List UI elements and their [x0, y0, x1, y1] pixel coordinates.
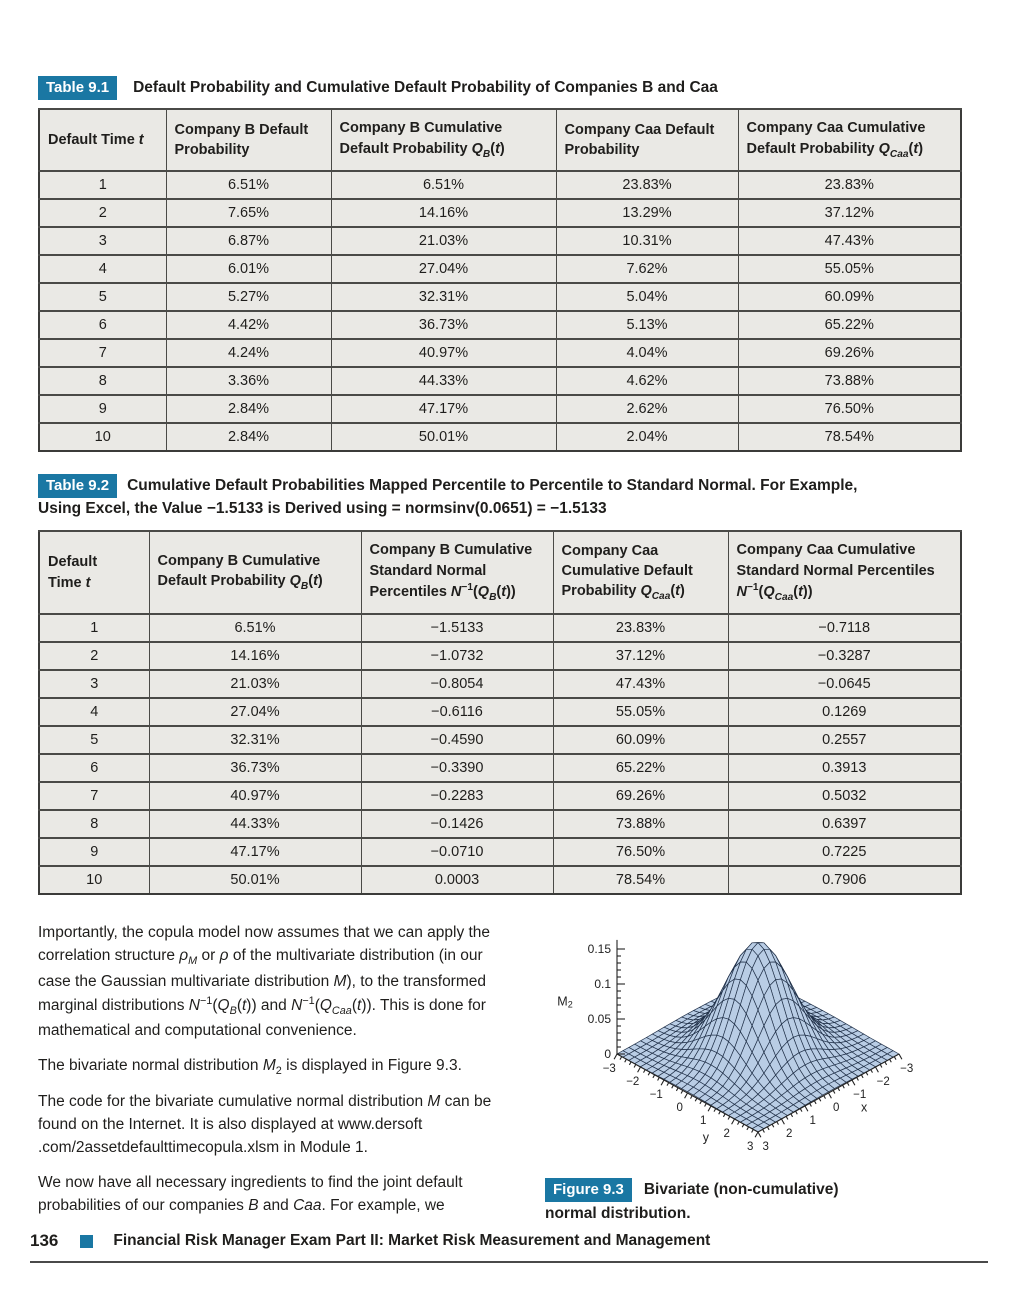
table-cell: 32.31%	[331, 283, 556, 311]
table-cell: 0.7225	[728, 838, 961, 866]
table-cell: 2.04%	[556, 423, 738, 451]
table-cell: 76.50%	[738, 395, 961, 423]
table-cell: 9	[39, 838, 149, 866]
table-cell: 3	[39, 670, 149, 698]
svg-text:−1: −1	[649, 1089, 663, 1101]
table-cell: 0.6397	[728, 810, 961, 838]
table-cell: 6	[39, 311, 166, 339]
column-header: Default Time t	[39, 109, 166, 171]
table-cell: 4.62%	[556, 367, 738, 395]
table-cell: 9	[39, 395, 166, 423]
table-cell: 8	[39, 367, 166, 395]
svg-text:2: 2	[786, 1128, 793, 1140]
svg-text:0.1: 0.1	[594, 977, 611, 991]
svg-text:−2: −2	[626, 1076, 640, 1088]
svg-text:1: 1	[700, 1115, 707, 1127]
table-cell: 65.22%	[738, 311, 961, 339]
table-row	[39, 726, 961, 754]
table-cell: 40.97%	[149, 782, 361, 810]
header-row	[39, 531, 961, 614]
table-cell: 5.04%	[556, 283, 738, 311]
table-cell: −0.6116	[361, 698, 553, 726]
table-row	[39, 642, 961, 670]
footer-title: Financial Risk Manager Exam Part II: Market Risk Measurement and Management	[113, 1232, 711, 1249]
column-header: Company Caa Default Probability	[556, 109, 738, 171]
table-cell: −0.3390	[361, 754, 553, 782]
table-row	[39, 423, 961, 451]
table-cell: 69.26%	[553, 782, 728, 810]
table-cell: 0.2557	[728, 726, 961, 754]
svg-text:0.15: 0.15	[587, 942, 611, 956]
table-cell: 21.03%	[149, 670, 361, 698]
table-cell: −1.5133	[361, 614, 553, 642]
table-row	[39, 227, 961, 255]
table-row	[39, 199, 961, 227]
table-row	[39, 782, 961, 810]
table-cell: 2	[39, 199, 166, 227]
table-row	[39, 754, 961, 782]
paragraph: The code for the bivariate cumulative normal distribution M can be found on the Internet. It is also displayed at www.dersoft .com/2assetdefaulttimecopula.xlsm in Module 1.	[38, 1092, 492, 1157]
svg-text:2: 2	[723, 1128, 730, 1140]
table-9-2-title-row	[38, 474, 960, 520]
table-row	[39, 838, 961, 866]
page-footer	[30, 1231, 988, 1263]
table-cell: 6.87%	[166, 227, 331, 255]
column-header: Company B Cumulative Default Probability $Q_B(t)$	[331, 109, 556, 171]
svg-text:−1: −1	[853, 1089, 867, 1101]
table-cell: 7	[39, 782, 149, 810]
table-cell: 3.36%	[166, 367, 331, 395]
table-cell: 8	[39, 810, 149, 838]
table-cell: 10	[39, 423, 166, 451]
footer-rule	[30, 1261, 988, 1263]
table-cell: 44.33%	[331, 367, 556, 395]
table-cell: 47.17%	[331, 395, 556, 423]
svg-text:3: 3	[762, 1141, 769, 1153]
table-row	[39, 367, 961, 395]
table-cell: −0.1426	[361, 810, 553, 838]
table-cell: 4	[39, 698, 149, 726]
table-cell: 78.54%	[738, 423, 961, 451]
body-text	[38, 921, 514, 1228]
table-cell: 0.1269	[728, 698, 961, 726]
table-cell: 0.5032	[728, 782, 961, 810]
table-cell: 5	[39, 283, 166, 311]
table-cell: −0.4590	[361, 726, 553, 754]
table-cell: 32.31%	[149, 726, 361, 754]
table-row	[39, 866, 961, 894]
paragraph: The bivariate normal distribution $M_2$ is displayed in Figure 9.3.	[38, 1056, 462, 1077]
table-row	[39, 283, 961, 311]
table-cell: 6.01%	[166, 255, 331, 283]
table-cell: 5.27%	[166, 283, 331, 311]
table-9-2-badge: Table 9.2	[38, 474, 117, 498]
table-cell: 6	[39, 754, 149, 782]
column-header: Company B Cumulative Default Probability $Q_B(t)$	[149, 531, 361, 614]
figure-9-3	[545, 921, 985, 1228]
column-header: Company B Default Probability	[166, 109, 331, 171]
table-cell: 10.31%	[556, 227, 738, 255]
table-cell: 78.54%	[553, 866, 728, 894]
table-cell: 6.51%	[166, 171, 331, 199]
table-cell: −0.0710	[361, 838, 553, 866]
table-cell: 36.73%	[331, 311, 556, 339]
svg-text:0: 0	[676, 1102, 683, 1114]
table-9-1-badge: Table 9.1	[38, 76, 117, 100]
table-9-2-title: Cumulative Default Probabilities Mapped Percentile to Percentile to Standard Normal. For Example, Using Excel, the Value −1.5133 is Derived using = normsinv(0.0651) = −1.5133	[38, 477, 858, 517]
table-cell: 4.42%	[166, 311, 331, 339]
header-row	[39, 109, 961, 171]
column-header: Default Time t	[39, 531, 149, 614]
table-cell: 44.33%	[149, 810, 361, 838]
table-cell: 60.09%	[738, 283, 961, 311]
table-cell: 47.43%	[553, 670, 728, 698]
table-cell: 37.12%	[738, 199, 961, 227]
table-cell: 4	[39, 255, 166, 283]
svg-text:−3: −3	[900, 1063, 914, 1075]
column-header: Company Caa Cumulative Standard Normal Percentiles $N^{-1}(Q_{Caa}(t))$	[728, 531, 961, 614]
paragraph: We now have all necessary ingredients to find the joint default probabilities of our companies B and Caa. For example, we	[38, 1173, 463, 1214]
svg-text:0: 0	[833, 1102, 840, 1114]
figure-9-3-caption	[545, 1178, 985, 1225]
svg-text:−3: −3	[602, 1063, 616, 1075]
table-cell: 55.05%	[738, 255, 961, 283]
footer-square-icon	[80, 1235, 93, 1248]
table-cell: 73.88%	[553, 810, 728, 838]
table-cell: 65.22%	[553, 754, 728, 782]
table-cell: 36.73%	[149, 754, 361, 782]
table-row	[39, 339, 961, 367]
svg-text:M2: M2	[557, 994, 573, 1010]
paragraph: Importantly, the copula model now assumes that we can apply the correlation structure $\rho_M$ or ρ of the multivariate distribution (in our case the Gaussian multivariate distribution M), to the transformed marginal distributions $N^{-1}(Q_B(t))$ and $N^{-1}(Q_{Caa}(t))$. This is done for mathematical and computational convenience.	[38, 924, 491, 1040]
table-cell: −1.0732	[361, 642, 553, 670]
table-cell: 37.12%	[553, 642, 728, 670]
table-cell: 10	[39, 866, 149, 894]
table-cell: 40.97%	[331, 339, 556, 367]
table-cell: 55.05%	[553, 698, 728, 726]
table-cell: 27.04%	[149, 698, 361, 726]
svg-text:3: 3	[747, 1141, 754, 1153]
table-cell: 23.83%	[738, 171, 961, 199]
figure-9-3-caption-text: Bivariate (non-cumulative) normal distribution.	[545, 1181, 839, 1222]
table-cell: 0.0003	[361, 866, 553, 894]
svg-text:y: y	[702, 1130, 710, 1145]
table-cell: 5	[39, 726, 149, 754]
table-cell: 76.50%	[553, 838, 728, 866]
figure-9-3-badge: Figure 9.3	[545, 1178, 632, 1202]
table-cell: 4.04%	[556, 339, 738, 367]
table-cell: 2.62%	[556, 395, 738, 423]
svg-text:x: x	[861, 1100, 868, 1115]
table-row	[39, 255, 961, 283]
page-number: 136	[30, 1231, 59, 1250]
table-cell: 7.62%	[556, 255, 738, 283]
table-cell: 1	[39, 614, 149, 642]
table-cell: −0.2283	[361, 782, 553, 810]
table-cell: 6.51%	[331, 171, 556, 199]
svg-text:0: 0	[604, 1047, 611, 1061]
table-cell: −0.0645	[728, 670, 961, 698]
surface-mesh	[617, 943, 899, 1132]
table-row	[39, 171, 961, 199]
table-cell: 6.51%	[149, 614, 361, 642]
table-cell: 0.3913	[728, 754, 961, 782]
figure-9-3-plot	[545, 921, 985, 1169]
table-row	[39, 311, 961, 339]
table-cell: −0.8054	[361, 670, 553, 698]
table-9-1-title-row	[38, 76, 960, 100]
table-9-1	[38, 108, 962, 452]
table-cell: 23.83%	[556, 171, 738, 199]
svg-text:1: 1	[809, 1115, 816, 1127]
svg-text:0.05: 0.05	[587, 1012, 611, 1026]
table-cell: 50.01%	[149, 866, 361, 894]
table-row	[39, 670, 961, 698]
column-header: Company Caa Cumulative Default Probability $Q_{Caa}(t)$	[553, 531, 728, 614]
table-cell: 7.65%	[166, 199, 331, 227]
table-row	[39, 698, 961, 726]
table-row	[39, 614, 961, 642]
column-header: Company B Cumulative Standard Normal Percentiles $N^{-1}(Q_B(t))$	[361, 531, 553, 614]
table-cell: 73.88%	[738, 367, 961, 395]
column-header: Company Caa Cumulative Default Probability $Q_{Caa}(t)$	[738, 109, 961, 171]
table-cell: 2.84%	[166, 395, 331, 423]
table-cell: 1	[39, 171, 166, 199]
table-row	[39, 810, 961, 838]
table-cell: 5.13%	[556, 311, 738, 339]
table-cell: 21.03%	[331, 227, 556, 255]
table-cell: 13.29%	[556, 199, 738, 227]
table-cell: 3	[39, 227, 166, 255]
table-9-2	[38, 530, 962, 895]
table-cell: 69.26%	[738, 339, 961, 367]
table-cell: 14.16%	[149, 642, 361, 670]
table-row	[39, 395, 961, 423]
table-cell: 47.17%	[149, 838, 361, 866]
table-9-1-title: Default Probability and Cumulative Default Probability of Companies B and Caa	[133, 79, 718, 96]
table-cell: 50.01%	[331, 423, 556, 451]
table-cell: 47.43%	[738, 227, 961, 255]
table-cell: 2.84%	[166, 423, 331, 451]
table-cell: 2	[39, 642, 149, 670]
table-cell: −0.3287	[728, 642, 961, 670]
table-cell: 23.83%	[553, 614, 728, 642]
table-cell: 27.04%	[331, 255, 556, 283]
table-cell: 4.24%	[166, 339, 331, 367]
table-cell: −0.7118	[728, 614, 961, 642]
table-cell: 0.7906	[728, 866, 961, 894]
table-cell: 7	[39, 339, 166, 367]
svg-text:−2: −2	[876, 1076, 890, 1088]
table-cell: 60.09%	[553, 726, 728, 754]
table-cell: 14.16%	[331, 199, 556, 227]
